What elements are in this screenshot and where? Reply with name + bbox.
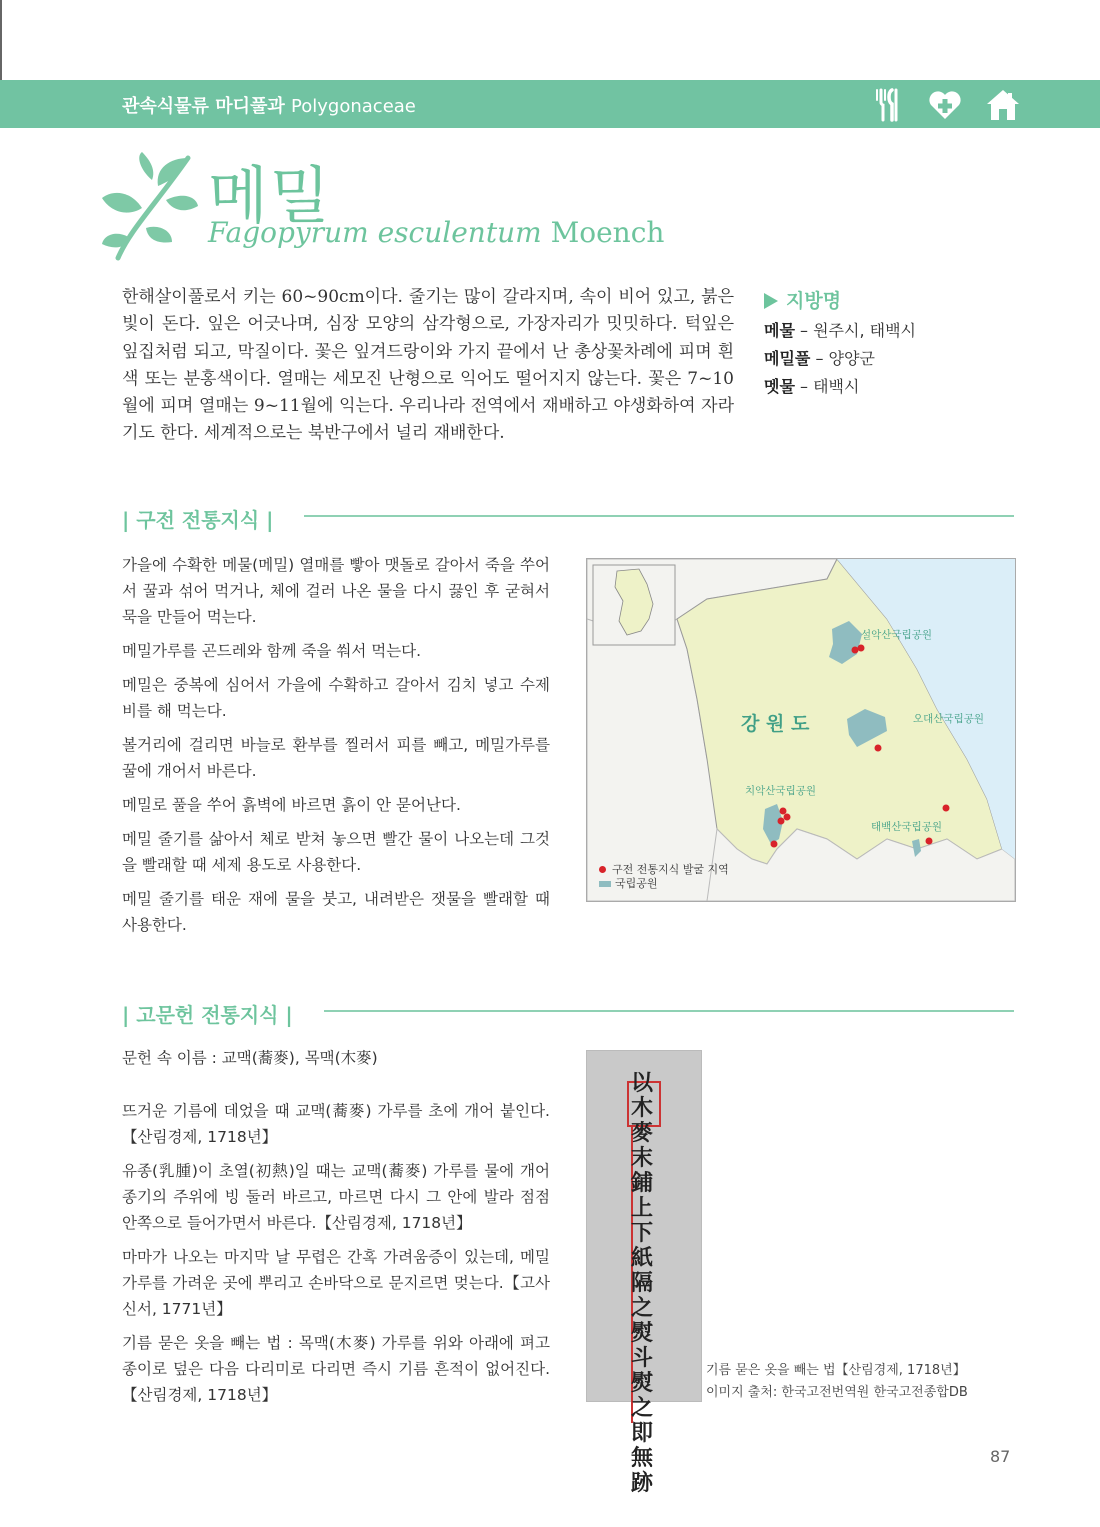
category-label — [122, 92, 416, 118]
literature-paragraph: 기름 묻은 옷을 빼는 법 : 목맥(木麥) 가루를 위와 아래에 펴고 종이로 덮은 다음 다리미로 다리면 즉시 기름 흔적이 없어진다.【산림경제, 1718년】 — [122, 1334, 550, 1404]
oral-paragraph: 가을에 수확한 메물(메밀) 열매를 빻아 맷돌로 갈아서 죽을 쑤어서 꿀과 섞어 먹거나, 체에 걸러 나온 물을 다시 끓인 후 굳혀서 묵을 만들어 먹는다. — [122, 556, 550, 626]
section-divider — [304, 515, 1014, 517]
province-label: 강 원 도 — [741, 713, 810, 735]
section-divider — [324, 1010, 1014, 1012]
legend-point-icon — [599, 866, 606, 873]
dialect-item: 메물 – 원주시, 태백시 — [764, 321, 917, 340]
literature-names: 문헌 속 이름 : 교맥(蕎麥), 목맥(木麥) — [122, 1049, 378, 1067]
page-edge — [0, 0, 2, 80]
family-latin: Polygonaceae — [291, 96, 416, 117]
literature-paragraph: 유종(乳腫)이 초열(初熱)일 때는 교맥(蕎麥) 가루를 물에 개어 종기의 주위에 빙 둘러 바르고, 마르면 다시 그 안에 발라 점점 안쪽으로 들어가면서 바른다.【산림경제, 1718년】 — [122, 1162, 550, 1232]
heart-plus-icon — [926, 86, 964, 124]
literature-heading: | 고문헌 전통지식 | — [122, 1003, 293, 1027]
park-label-taebaek: 태백산국립공원 — [871, 821, 943, 833]
oral-paragraph: 메밀가루를 곤드레와 함께 죽을 쒀서 먹는다. — [122, 642, 422, 660]
dialect-item: 멧물 – 태백시 — [764, 377, 860, 396]
gangwon-distribution-map — [586, 558, 1016, 902]
species-title-korean: 메밀 — [208, 159, 332, 232]
dialect-names — [764, 286, 1024, 401]
park-label-odae: 오대산국립공원 — [913, 713, 985, 725]
classical-text: 以木麥末鋪上下紙隔之熨斗熨之即無跡 — [631, 1070, 654, 1496]
literature-paragraph: 뜨거운 기름에 데었을 때 교맥(蕎麥) 가루를 초에 개어 붙인다.【산림경제, 1718년】 — [122, 1102, 550, 1146]
map-legend — [599, 863, 729, 891]
page-number: 87 — [990, 1447, 1011, 1466]
species-scientific-name — [208, 216, 664, 249]
legend-parks-label: 국립공원 — [615, 877, 658, 890]
category-bar — [0, 80, 1100, 128]
oral-tradition-heading: | 구전 전통지식 | — [122, 508, 274, 532]
image-caption — [706, 1360, 968, 1404]
oral-paragraph: 볼거리에 걸리면 바늘로 환부를 찔러서 피를 빼고, 메밀가루를 꿀에 개어서 바른다. — [122, 736, 550, 780]
legend-points-label: 구전 전통지식 발굴 지역 — [612, 863, 729, 876]
oral-paragraph: 메밀 줄기를 삶아서 체로 받쳐 놓으면 빨간 물이 나오는데 그것을 빨래할 때 세제 용도로 사용한다. — [122, 830, 550, 874]
caption-source: 이미지 출처: 한국고전번역원 한국고전종합DB — [706, 1385, 968, 1400]
park-label-chiak: 치악산국립공원 — [745, 785, 817, 797]
scientific-binomial: Fagopyrum esculentum — [208, 216, 542, 249]
literature-text — [122, 1098, 550, 1416]
category-korean: 관속식물류 마디풀과 — [122, 96, 285, 117]
triangle-right-icon — [764, 293, 778, 309]
oral-paragraph: 메밀로 풀을 쑤어 흙벽에 바르면 흙이 안 묻어난다. — [122, 796, 461, 814]
park-label-seorak: 설악산국립공원 — [861, 629, 933, 641]
literature-paragraph: 마마가 나오는 마지막 날 무렵은 간혹 가려움증이 있는데, 메밀가루를 가려운 곳에 뿌리고 손바닥으로 문지르면 멎는다.【고사신서, 1771년】 — [122, 1248, 550, 1318]
dialect-heading — [764, 286, 1024, 313]
home-icon — [984, 86, 1022, 124]
leaf-icon — [100, 150, 200, 262]
species-description: 한해살이풀로서 키는 60~90cm이다. 줄기는 많이 갈라지며, 속이 비어 있고, 붉은빛이 돈다. 잎은 어긋나며, 심장 모양의 삼각형으로, 가장자리가 밋밋하다. 턱잎은 잎집처럼 되고, 막질이다. 꽃은 잎겨드랑이와 가지 끝에서 난 총상꽃차례에 피며 흰색 또는 분홍색이다. 열매는 세모진 난형으로 익어도 떨어지지 않는다. 꽃은 7~10월에 피며 열매는 9~11월에 익는다. 우리나라 전역에서 재배하고 야생화하여 자라기도 한다. 세계적으로는 북반구에서 널리 재배한다. — [122, 287, 734, 444]
dialect-item: 메밀풀 – 양양군 — [764, 349, 875, 368]
utensils-icon — [868, 86, 906, 124]
oral-paragraph: 메밀은 중복에 심어서 가을에 수확하고 갈아서 김치 넣고 수제비를 해 먹는다. — [122, 676, 550, 720]
legend-park-icon — [599, 881, 611, 887]
caption-title: 기름 묻은 옷을 빼는 법【산림경제, 1718년】 — [706, 1363, 966, 1378]
classical-text-image — [586, 1050, 702, 1496]
oral-paragraph: 메밀 줄기를 태운 재에 물을 붓고, 내려받은 잿물을 빨래할 때 사용한다. — [122, 890, 550, 934]
oral-tradition-text — [122, 552, 550, 946]
dialect-heading-label: 지방명 — [786, 290, 842, 312]
scientific-author: Moench — [550, 216, 665, 249]
